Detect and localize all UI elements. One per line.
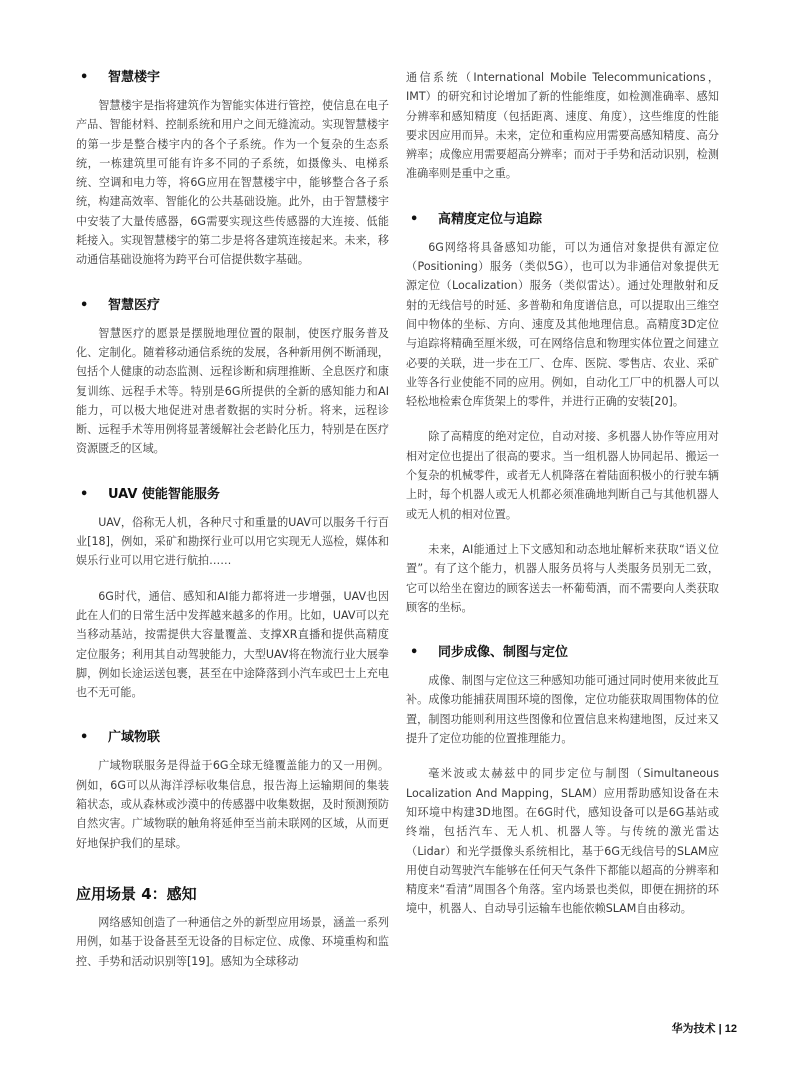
bullet: • [80, 70, 89, 85]
section-heading-smart-healthcare [76, 296, 389, 316]
paragraph: 6G时代，通信、感知和AI能力都将进一步增强，UAV也因此在人们的日常生活中发挥越来越多的作用。比如，UAV可以充当移动基站，按需提供大容量覆盖、支撑XR直播和提供高精度定位服务；利用其自动驾驶能力，大型UAV将在物流行业大展拳脚，例如长途运送包裹，甚至在中途降落到小汽车或巴士上充电也不无可能。 [76, 589, 389, 700]
bullet: • [410, 211, 419, 227]
paragraph: 毫米波或太赫兹中的同步定位与制图（Simultaneous Localization And Mapping，SLAM）应用帮助感知设备在未知环境中构建3D地图。在6G时代，感知设备可以是6G基站或终端，包括汽车、无人机、机器人等。与传统的激光雷达（Lidar）和光学摄像头系统相比，基于6G无线信号的SLAM应用使自动驾驶汽车能够在任何天气条件下都能以超高的分辨率和精度来“看清”周围各个角落。室内场景也类似，即便在拥挤的环境中，机器人、自动导引运输车也能依赖SLAM自由移动。 [406, 767, 719, 916]
paragraph: 智慧医疗的愿景是摆脱地理位置的限制，使医疗服务普及化、定制化。随着移动通信系统的发展，各种新用例不断涌现，包括个人健康的动态监测、远程诊断和病理推断、全息医疗和康复训练、远程手术等。特别是6G所提供的全新的感知能力和AI能力，可以极大地促进对患者数据的实时分析。将来，远程诊断、远程手术等用例将显著缓解社会老龄化压力，特别是在医疗资源匮乏的区域。 [76, 326, 389, 456]
paragraph: 6G网络将具备感知功能，可以为通信对象提供有源定位（Positioning）服务（类似5G），也可以为非通信对象提供无源定位（Localization）服务（类似雷达）。通过处理散射和反射的无线信号的时延、多普勒和角度谱信息，可以提取出三维空间中物体的坐标、方向、速度及其他地理信息。高精度3D定位与追踪将精确至厘米级，可在网络信息和物理实体位置之间建立必要的关联，进一步在工厂、仓库、医院、零售店、农业、采矿业等各行业使能不同的应用。例如，自动化工厂中的机器人可以轻松地检索仓库货架上的零件，并进行正确的安装[20]。 [406, 240, 719, 409]
section-heading-wide-area-iot [76, 728, 389, 748]
paragraph: UAV，俗称无人机，各种尺寸和重量的UAV可以服务千行百业[18]，例如，采矿和勘探行业可以用它实现无人巡检，媒体和娱乐行业可以用它进行航拍…… [76, 515, 389, 568]
section-title: UAV 使能智能服务 [108, 486, 220, 502]
section-heading-uav [76, 485, 389, 505]
paragraph-continued: 通信系统（International Mobile Telecommunications，IMT）的研究和讨论增加了新的性能维度，如检测准确率、感知分辨率和感知精度（包括距离、速度、角度），这些维度的性能要求因应用而异。未来，定位和重构应用需要高感知精度、高分辨率；成像应用需要超高分辨率；而对于手势和活动识别，检测准确率则是重中之重。 [406, 71, 719, 181]
left-column [76, 68, 389, 987]
section-title: 广域物联 [108, 730, 161, 746]
section-heading-positioning [406, 210, 719, 230]
section-title: 智慧楼宇 [108, 70, 161, 85]
right-column [406, 68, 719, 935]
section-heading-slam [406, 643, 719, 663]
section-heading-smart-building [76, 68, 389, 88]
paragraph: 智慧楼宇是指将建筑作为智能实体进行管控，使信息在电子产品、智能材料、控制系统和用户之间无缝流动。实现智慧楼宇的第一步是整合楼宇内的各个子系统。作为一个复杂的生态系统，一栋建筑里可能有许多不同的子系统，如摄像头、电梯系统、空调和电力等，将6G应用在智慧楼宇中，能够整合各子系统，构建高效率、智能化的公共基础设施。此外，由于智慧楼宇中安装了大量传感器，6G需要实现这些传感器的大连接、低能耗接入。实现智慧楼宇的第二步是将各建筑连接起来。未来，移动通信基础设施将为跨平台可信提供数字基础。 [76, 99, 389, 267]
paragraph: 网络感知创造了一种通信之外的新型应用场景，涵盖一系列用例，如基于设备甚至无设备的目标定位、成像、环境重构和监控、手势和活动识别等[19]。感知为全球移动 [76, 915, 389, 968]
section-title: 同步成像、制图与定位 [438, 645, 569, 661]
bullet: • [80, 297, 89, 313]
bullet: • [80, 486, 89, 502]
paragraph: 未来，AI能通过上下文感知和动态地址解析来获取“语义位置”。有了这个能力，机器人服务员将与人类服务员别无二致，它可以给坐在窗边的顾客送去一杯葡萄酒，而不需要向人类获取顾客的坐标。 [406, 542, 719, 614]
paragraph: 除了高精度的绝对定位，自动对接、多机器人协作等应用对相对定位也提出了很高的要求。当一组机器人协同起吊、搬运一个复杂的机械零件，或者无人机降落在着陆面积极小的行驶车辆上时，每个机器人或无人机都必须准确地判断自己与其他机器人或无人机的相对位置。 [406, 430, 719, 521]
bullet: • [80, 730, 89, 746]
page-footer: 华为技术 | 12 [671, 1023, 737, 1035]
section-title: 高精度定位与追踪 [438, 211, 543, 227]
paragraph: 广域物联服务是得益于6G全球无缝覆盖能力的又一用例。例如，6G可以从海洋浮标收集信息，报告海上运输期间的集装箱状态，或从森林或沙漠中的传感器中收集数据，及时预测预防自然灾害。广域物联的触角将延伸至当前未联网的区域，从而更好地保护我们的星球。 [76, 759, 389, 850]
paragraph: 成像、制图与定位这三种感知功能可通过同时使用来彼此互补。成像功能捕获周围环境的图像，定位功能获取周围物体的位置，制图功能则利用这些图像和位置信息来构建地图，反过来又提升了定位功能的位置推理能力。 [406, 674, 719, 746]
scene-heading: 应用场景 4：感知 [76, 884, 197, 903]
bullet: • [410, 645, 419, 661]
section-title: 智慧医疗 [108, 297, 161, 313]
